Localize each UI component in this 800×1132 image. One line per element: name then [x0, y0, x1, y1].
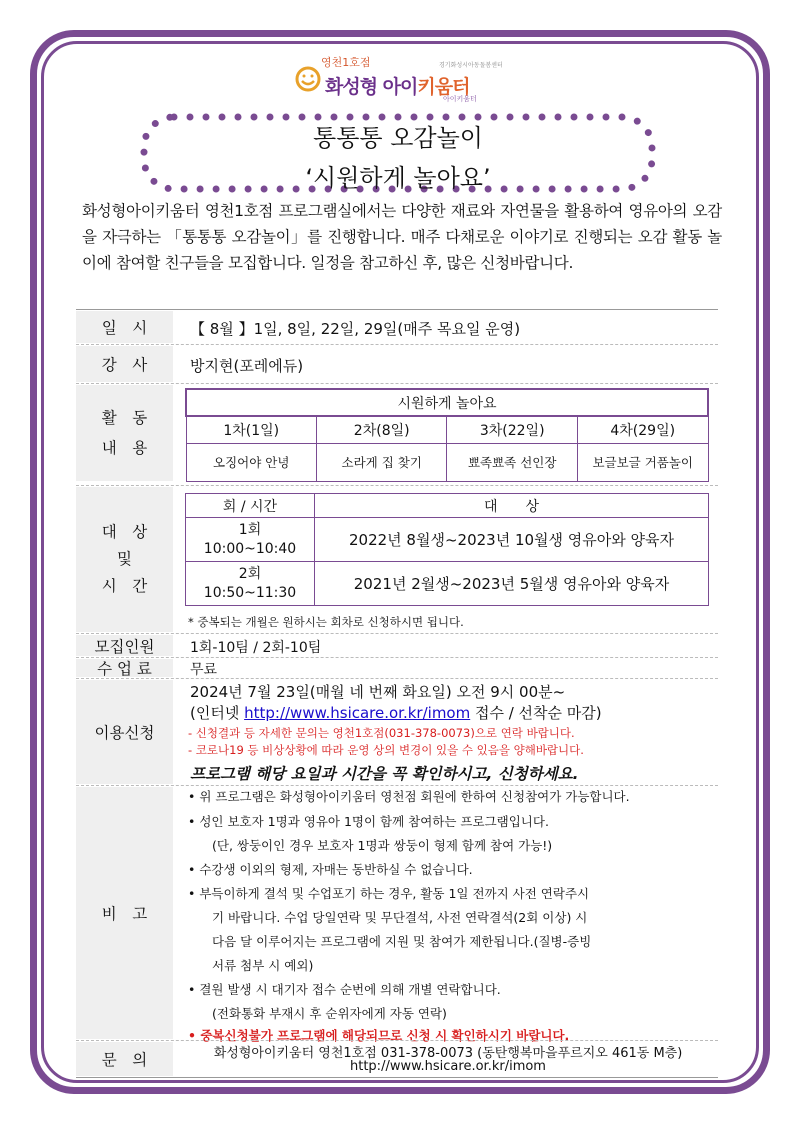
row-divider — [76, 383, 718, 384]
session-round: 3차(22일) — [447, 416, 578, 443]
target-table — [185, 493, 709, 606]
session-round: 1차(1일) — [186, 416, 316, 443]
remark-line: (단, 쌍둥이인 경우 보호자 1명과 쌍둥이 형제 함께 참여 가능!) — [212, 838, 553, 853]
logo-branch: 영천1호점 — [321, 56, 371, 69]
fee-label: 수 업 료 — [76, 659, 173, 677]
logo — [295, 52, 515, 102]
target-desc: 2022년 8월생~2023년 10월생 영유아와 양육자 — [315, 518, 709, 562]
remark-line: • 부득이하게 결석 및 수업포기 하는 경우, 활동 1일 전까지 사전 연락주시 — [188, 886, 590, 901]
logo-sub: 아이키움터 — [443, 95, 477, 103]
col-target-header: 대 상 — [315, 494, 709, 518]
recruit-value: 1회-10팀 / 2회-10팀 — [190, 640, 322, 656]
fee-value: 무료 — [190, 662, 218, 678]
schedule-label: 일 시 — [76, 311, 173, 343]
session-time: 2회 10:50~11:30 — [186, 562, 315, 606]
session-title: 소라게 집 찾기 — [316, 443, 446, 481]
recruit-label: 모집인원 — [76, 635, 173, 656]
session-title: 보글보글 거품놀이 — [577, 443, 708, 481]
row-divider — [76, 785, 718, 786]
remark-line: • 성인 보호자 1명과 영유아 1명이 함께 참여하는 프로그램입니다. — [188, 814, 549, 829]
row-divider — [76, 1040, 718, 1041]
session-round: 4차(29일) — [577, 416, 708, 443]
apply-url-link[interactable]: http://www.hsicare.or.kr/imom — [244, 704, 471, 722]
session-time: 1회 10:00~10:40 — [186, 518, 315, 562]
apply-line2: (인터넷 http://www.hsicare.or.kr/imom 접수 / 선착순 마감) — [190, 704, 602, 722]
remark-line: • 위 프로그램은 화성형아이키움터 영천점 회원에 한하여 신청참여가 가능합니다. — [188, 789, 630, 804]
apply-label: 이용신청 — [76, 680, 173, 784]
row-divider — [76, 344, 718, 345]
remark-line: 기 바랍니다. 수업 당일연락 및 무단결석, 사전 연락결석(2회 이상) 시 — [212, 910, 588, 925]
smiley-logo-icon — [295, 66, 321, 92]
instructor-label: 강 사 — [76, 346, 173, 382]
contact-label: 문 의 — [76, 1042, 173, 1076]
table-top-line — [76, 309, 718, 310]
contact-url[interactable]: http://www.hsicare.or.kr/imom — [350, 1059, 546, 1074]
logo-corp: 경기화성시아동돌봄센터 — [439, 62, 503, 69]
logo-name: 화성형 아이키움터 — [325, 76, 470, 98]
instructor-value: 방지현(포레에듀) — [190, 357, 304, 375]
remark-line: • 결원 발생 시 대기자 접수 순번에 의해 개별 연락합니다. — [188, 982, 501, 997]
activity-header: 시원하게 놀아요 — [186, 389, 708, 416]
contact-line1: 화성형아이키움터 영천1호점 031-378-0073 (동탄행복마을푸르지오 461동 M층) — [213, 1046, 683, 1061]
intro-text: 화성형아이키움터 영천1호점 프로그램실에서는 다양한 재료와 자연물을 활용하여 영유아의 오감을 자극하는 「통통통 오감놀이」를 진행합니다. 매주 다채로운 이야기로 진행되는 오감 활동 놀이에 참여할 친구들을 모집합니다. 일정을 참고하신 후, 많은 신청바랍니다. — [82, 202, 722, 272]
row-divider — [76, 633, 718, 634]
activity-table — [185, 388, 709, 482]
remark-line: (전화통화 부재시 후 순위자에게 자동 연락) — [212, 1006, 447, 1021]
row-divider — [76, 485, 718, 486]
remark-line: 서류 첨부 시 예외) — [212, 958, 314, 973]
target-desc: 2021년 2월생~2023년 5월생 영유아와 양육자 — [315, 562, 709, 606]
session-title: 오징어야 안녕 — [186, 443, 316, 481]
session-title: 뾰족뾰족 선인장 — [447, 443, 578, 481]
target-label: 대 상 및 시 간 — [76, 487, 173, 632]
session-round: 2차(8일) — [316, 416, 446, 443]
row-divider — [76, 678, 718, 679]
remark-line: • 수강생 이외의 형제, 자매는 동반하실 수 없습니다. — [188, 862, 473, 877]
row-divider — [76, 657, 718, 658]
col-time-header: 회 / 시간 — [186, 494, 315, 518]
title-line1: 통통통 오감놀이 — [313, 124, 483, 152]
apply-red-note1: - 신청결과 등 자세한 문의는 영천1호점(031-378-0073)으로 연락 바랍니다. — [188, 726, 575, 740]
activity-label: 활 동 내 용 — [76, 385, 173, 481]
remarks-label: 비 고 — [76, 787, 173, 1039]
apply-line1: 2024년 7월 23일(매월 네 번째 화요일) 오전 9시 00분~ — [190, 683, 566, 701]
remark-red-line: • 중복신청불가 프로그램에 해당되므로 신청 시 확인하시기 바랍니다. — [188, 1028, 570, 1043]
title-line2: ‘시원하게 놀아요’ — [305, 164, 491, 192]
table-bottom-line — [76, 1077, 718, 1078]
remark-line: 다음 달 이루어지는 프로그램에 지원 및 참여가 제한됩니다.(질병-증빙 — [212, 934, 592, 949]
schedule-value: 【 8월 】1일, 8일, 22일, 29일(매주 목요일 운영) — [190, 320, 521, 338]
title-box — [139, 112, 657, 194]
apply-red-note2: - 코로나19 등 비상상황에 따라 운영 상의 변경이 있을 수 있음을 양해바랍니다. — [188, 743, 584, 757]
target-note: * 중복되는 개월은 원하시는 회차로 신청하시면 됩니다. — [188, 615, 464, 629]
apply-emphasis: 프로그램 해당 요일과 시간을 꼭 확인하시고, 신청하세요. — [190, 765, 579, 783]
